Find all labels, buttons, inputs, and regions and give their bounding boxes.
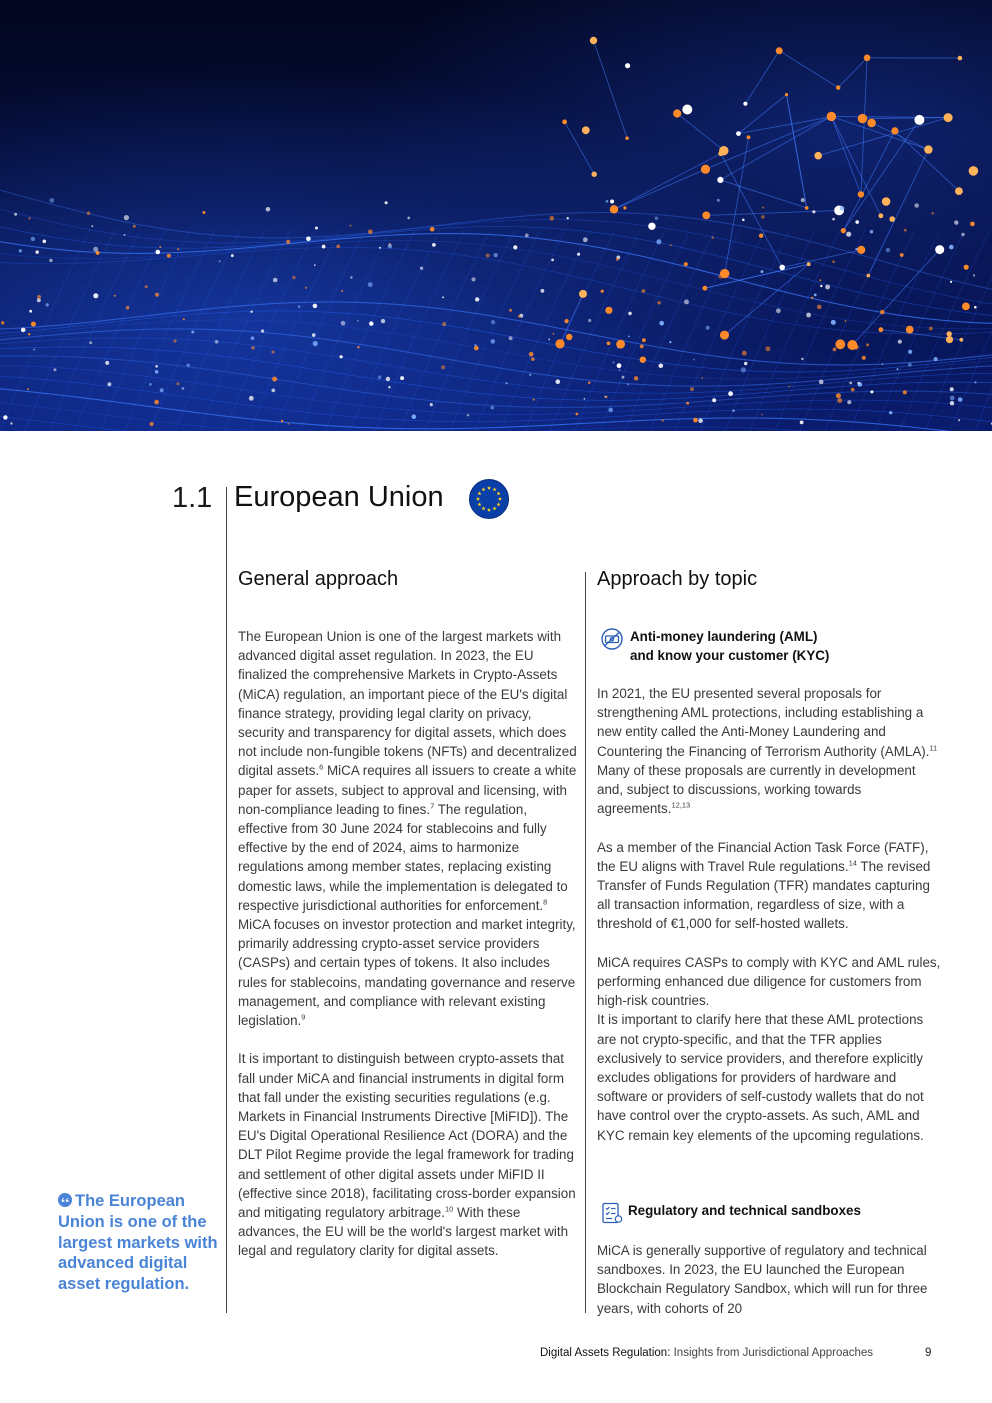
footnote-ref: 14 xyxy=(848,858,857,868)
body-paragraph: As a member of the Financial Action Task Force (FATF), the EU aligns with Travel Rule regulations.$^{14}$ The revised Transfer of Funds Regulation (TFR) mandates capturing all transaction information, regardless of size, with a threshold of €1,000 for self-hosted wallets. xyxy=(597,839,931,932)
footnote-ref: 12,13 xyxy=(671,800,691,810)
footnote-ref: 9 xyxy=(301,1012,306,1022)
sandboxes-body xyxy=(597,1241,942,1318)
general-approach-body xyxy=(238,627,578,1261)
general-approach-heading: General approach xyxy=(238,568,399,590)
topic-label: Anti-money laundering (AML) xyxy=(630,629,818,644)
footnote-ref: 8 xyxy=(543,897,548,907)
topic-label: and know your customer (KYC) xyxy=(630,648,830,664)
body-paragraph: MiCA is generally supportive of regulatory and technical sandboxes. In 2023, the EU launched the European Blockchain Regulatory Sandbox, which will run for three years, with cohorts of 20 xyxy=(597,1243,928,1316)
footnote-ref: 7 xyxy=(430,801,435,811)
checklist-icon xyxy=(600,1201,624,1225)
aml-kyc-body xyxy=(597,684,942,1145)
approach-by-topic-heading: Approach by topic xyxy=(597,568,758,590)
footer-title xyxy=(540,1347,873,1359)
aml-shield-icon xyxy=(600,627,624,651)
footnote-ref: 6 xyxy=(319,762,324,772)
footnote-ref: 10 xyxy=(444,1204,454,1214)
section-number: 1.1 xyxy=(172,482,213,514)
body-paragraph: The European Union is one of the largest markets with advanced digital asset regulation. In 2023, the EU finalized the comprehensive Markets in Crypto-Assets (MiCA) regulation, an important piece of the EU's digital finance strategy, providing legal clarity on privacy, security and transparency for digital assets, which does not include non-fungible tokens (NFTs) and decentralized digital assets.$^6$ MiCA requires all issuers to create a white paper for assets, subject to approval and licensing, with non-compliance leading to fines.$^7$ The regulation, effective from 30 June 2024 for stablecoins and fully effective by the end of 2024, aims to harmonize regulations among member states, replacing existing domestic laws, while the implementation is delegated to respective jurisdictional authorities for enforcement.$^8$ MiCA focuses on investor protection and market integrity, primarily addressing crypto-asset service providers (CASPs) and certain types of tokens. It also includes rules for stablecoins, mandating governance and reserve management, and compliance with relevant existing legislation.$^9$ xyxy=(238,629,577,1029)
column-divider xyxy=(585,572,586,1313)
section-divider xyxy=(226,487,227,1313)
page-title: European Union xyxy=(234,481,444,513)
topic-sandboxes xyxy=(600,1201,861,1225)
pull-quote-text: The European Union is one of the largest markets with advanced digital asset regulation. xyxy=(58,1192,218,1294)
footer-title-bold: Digital Assets Regulation: xyxy=(540,1347,671,1359)
body-paragraph: MiCA requires CASPs to comply with KYC and AML rules, performing enhanced due diligence for customers from high-risk countries. xyxy=(597,954,941,1009)
pull-quote xyxy=(58,1191,218,1295)
body-paragraph: In 2021, the EU presented several proposals for strengthening AML protections, including establishing a new entity called the Anti-Money Laundering and Countering the Financing of Terrorism Authority (AMLA).$^{11}$ Many of these proposals are currently in development and, subject to discussions, working towards agreements.$^{12,13}$ xyxy=(597,686,938,817)
footnote-ref: 11 xyxy=(929,743,938,753)
page-number: 9 xyxy=(925,1347,932,1359)
topic-aml-kyc xyxy=(600,627,829,665)
quote-icon xyxy=(58,1193,72,1207)
footer-title-rest: Insights from Jurisdictional Approaches xyxy=(673,1347,874,1359)
eu-flag-icon xyxy=(469,479,509,519)
body-paragraph: It is important to clarify here that these AML protections are not crypto-specific, and that the TFR applies exclusively to service providers, and therefore explicitly excludes obligations for providers of hardware and software or providers of self-custody wallets that do not have control over the crypto-assets. As such, AML and KYC remain key elements of the upcoming regulations. xyxy=(597,1012,924,1143)
body-paragraph: It is important to distinguish between crypto-assets that fall under MiCA and financial instruments in digital form that fall under the existing securities regulations (e.g. Markets in Financial Instruments Directive [MiFID]). The EU's Digital Operational Resilience Act (DORA) and the DLT Pilot Regime provide the legal framework for trading and settlement of other digital assets under MiFID II (effective since 2018), facilitating cross-border expansion and mitigating regulatory arbitrage.$^{10}$ With these advances, the EU will be the world's largest market with legal and regulatory clarity for digital assets. xyxy=(238,1051,576,1259)
hero-network-image xyxy=(0,0,992,431)
topic-label: Regulatory and technical sandboxes xyxy=(628,1203,861,1218)
